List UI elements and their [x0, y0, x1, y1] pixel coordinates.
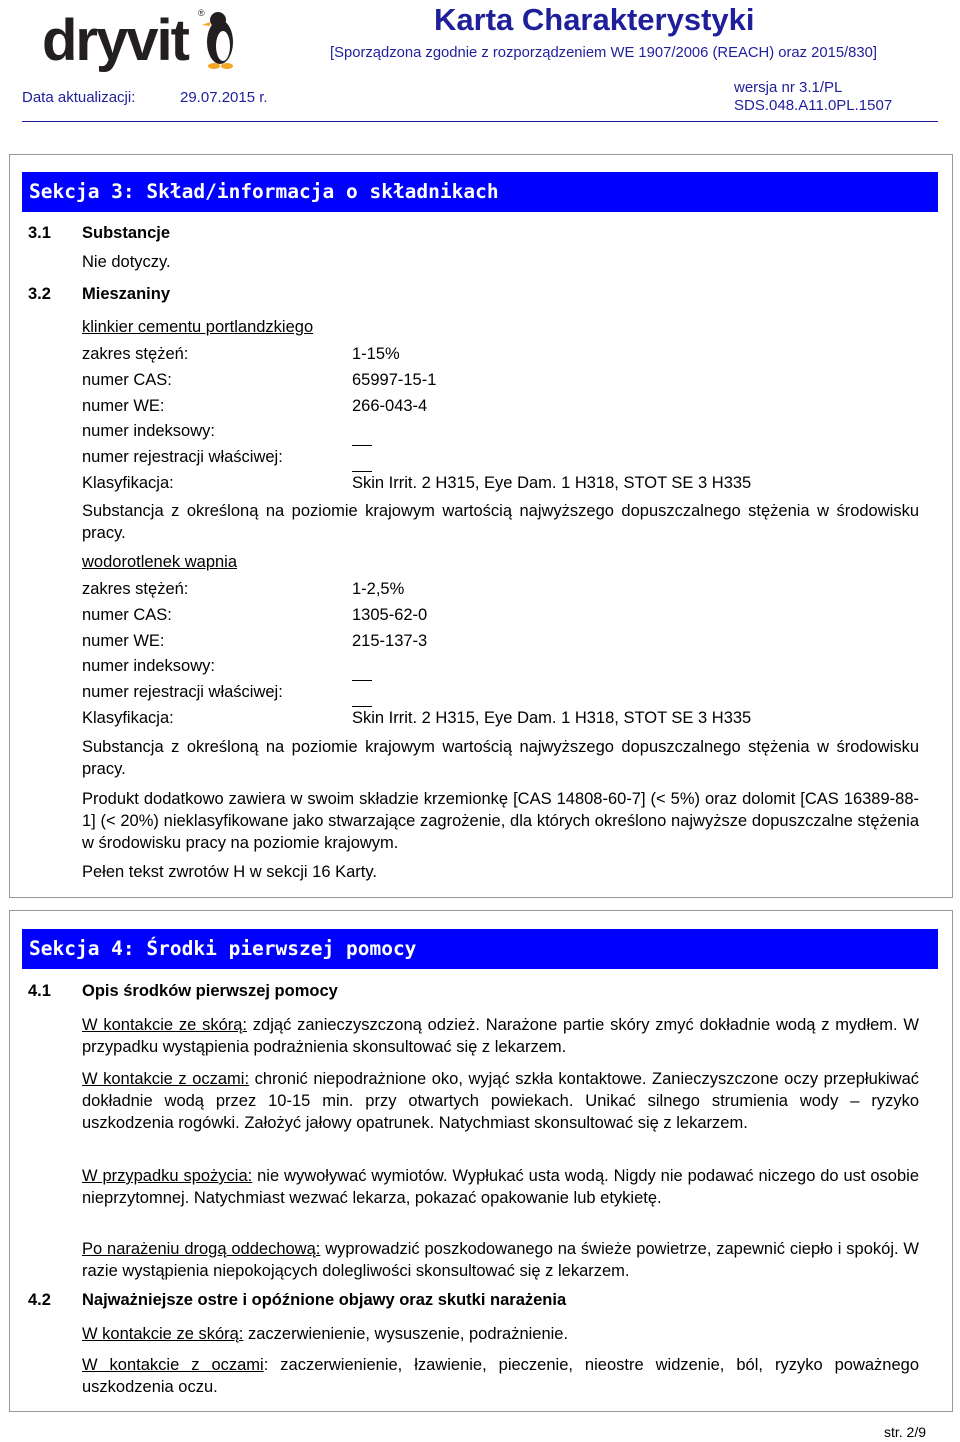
version-number: wersja nr 3.1/PL: [734, 79, 843, 96]
subsection-4-2-title: Najważniejsze ostre i opóźnione objawy oraz skutki narażenia: [82, 1291, 567, 1309]
cas-label: numer CAS:: [82, 606, 172, 624]
regulation-note: [Sporządzona zgodnie z rozporządzeniem WE 1907/2006 (REACH) oraz 2015/830]: [330, 45, 877, 61]
header-divider: [22, 121, 938, 122]
classification-label: Klasyfikacja:: [82, 474, 174, 492]
cas-value: 65997-15-1: [352, 371, 437, 389]
subsection-4-1-title: Opis środków pierwszej pomocy: [82, 982, 338, 1000]
index-dash: [352, 432, 372, 451]
section-4-title: Sekcja 4: Środki pierwszej pomocy: [22, 929, 938, 969]
version-block: [734, 79, 892, 115]
we-label: numer WE:: [82, 632, 165, 650]
we-value: 215-137-3: [352, 632, 428, 650]
document-code: SDS.048.A11.0PL.1507: [734, 97, 893, 114]
update-date: 29.07.2015 r.: [180, 89, 268, 106]
subsection-3-1-number: 3.1: [28, 224, 51, 242]
subsection-4-1-number: 4.1: [28, 982, 51, 1000]
full-text-note: Pełen tekst zwrotów H w sekcji 16 Karty.: [82, 863, 377, 881]
first-aid-inhalation: Po narażeniu drogą oddechową: wyprowadzić poszkodowanego na świeże powietrze, zapewnić ciepło i spokój. W razie wystąpienia niepokojących dolegliwości skonsultować się z lekarzem.: [82, 1240, 919, 1280]
subsection-3-1-text: Nie dotyczy.: [82, 253, 171, 271]
symptoms-skin: W kontakcie ze skórą: zaczerwienienie, wysuszenie, podrażnienie.: [82, 1325, 569, 1343]
logo-wordmark: dryvit: [42, 8, 188, 73]
page-number: str. 2/9: [884, 1424, 927, 1440]
symptoms-eyes: W kontakcie z oczami: zaczerwienienie, łzawienie, pieczenie, nieostre widzenie, ból, ryzyko poważnego uszkodzenia oczu.: [82, 1356, 919, 1396]
classification-value: Skin Irrit. 2 H315, Eye Dam. 1 H318, STOT SE 3 H335: [352, 474, 752, 492]
first-aid-ingestion: W przypadku spożycia: nie wywoływać wymiotów. Wypłukać usta wodą. Nigdy nie podawać niczego do ust osobie nieprzytomnej. Natychmiast wezwać lekarza, pokazać opakowanie lub etykietę.: [82, 1167, 920, 1207]
document-title: Karta Charakterystyki: [434, 2, 755, 37]
section-3-title: Sekcja 3: Skład/informacja o składnikach: [22, 172, 938, 212]
conc-value: 1-15%: [352, 345, 400, 363]
dryvit-logo: [42, 2, 242, 74]
index-label: numer indeksowy:: [82, 422, 215, 440]
classification-label: Klasyfikacja:: [82, 709, 174, 727]
subsection-4-2-number: 4.2: [28, 1291, 51, 1309]
update-label: Data aktualizacji:: [22, 89, 136, 106]
registration-label: numer rejestracji właściwej:: [82, 683, 283, 701]
classification-value: Skin Irrit. 2 H315, Eye Dam. 1 H318, STOT SE 3 H335: [352, 709, 752, 727]
component-name: klinkier cementu portlandzkiego: [82, 318, 314, 336]
first-aid-skin: W kontakcie ze skórą: zdjąć zanieczyszczoną odzież. Narażone partie skóry zmyć dokładnie wodą z mydłem. W przypadku wystąpienia podrażnienia skonsultować się z lekarzem.: [82, 1016, 919, 1056]
conc-label: zakres stężeń:: [82, 580, 189, 598]
subsection-3-1-title: Substancje: [82, 224, 171, 242]
index-label: numer indeksowy:: [82, 657, 215, 675]
subsection-3-2-title: Mieszaniny: [82, 285, 171, 303]
conc-label: zakres stężeń:: [82, 345, 189, 363]
subsection-3-2-number: 3.2: [28, 285, 51, 303]
first-aid-eyes: W kontakcie z oczami: chronić niepodrażnione oko, wyjąć szkła kontaktowe. Zanieczyszczone oczy przepłukiwać dokładnie wodą przez 10-15 min. przy otwartych powiekach. Unikać silnego strumienia wody – ryzyko uszkodzenia rogówki. Założyć jałowy opatrunek. Natychmiast skonsultować się z lekarzem.: [82, 1070, 919, 1132]
we-value: 266-043-4: [352, 397, 428, 415]
registration-label: numer rejestracji właściwej:: [82, 448, 283, 466]
penguin-icon: [202, 12, 233, 69]
cas-value: 1305-62-0: [352, 606, 428, 624]
index-dash: [352, 667, 372, 686]
additional-components-note: Produkt dodatkowo zawiera w swoim składzie krzemionkę [CAS 14808-60-7] (< 5%) oraz dolomit [CAS 16389-88-1] (< 20%) nieklasyfikowane jako stwarzające zagrożenie, dla których określono najwyższe dopuszczalne stężenia w środowisku pracy na poziomie krajowym.: [82, 790, 919, 852]
we-label: numer WE:: [82, 397, 165, 415]
svg-text:®: ®: [198, 8, 205, 18]
component-name: wodorotlenek wapnia: [82, 553, 238, 571]
component-note: Substancja z określoną na poziomie krajowym wartością najwyższego dopuszczalnego stężenia w środowisku pracy.: [82, 738, 919, 778]
component-note: Substancja z określoną na poziomie krajowym wartością najwyższego dopuszczalnego stężenia w środowisku pracy.: [82, 502, 919, 542]
conc-value: 1-2,5%: [352, 580, 405, 598]
cas-label: numer CAS:: [82, 371, 172, 389]
